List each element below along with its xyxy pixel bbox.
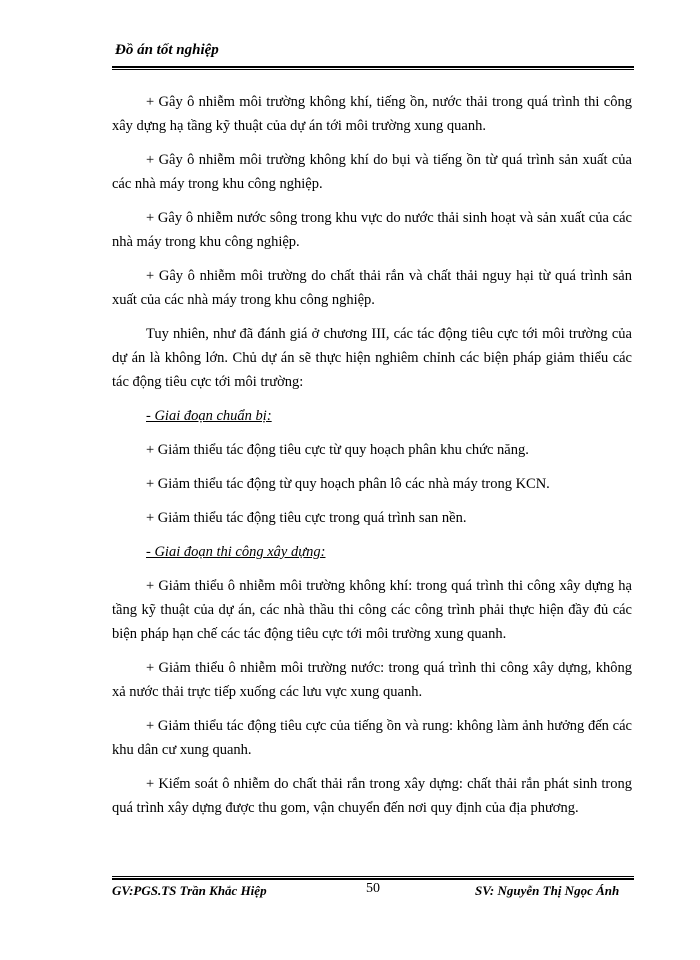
footer-rule <box>112 878 634 880</box>
footer-advisor: GV:PGS.TS Trần Khắc Hiệp <box>112 883 267 898</box>
list-item: + Giảm thiểu ô nhiễm môi trường không khí: trong quá trình thi công xây dựng hạ tầng kỹ thuật của dự án, các nhà thầu thi công các công trình phải thực hiện đầy đủ các biện pháp hạn chế các tác động tiêu cực tới môi trường xung quanh. <box>112 578 632 642</box>
footer-student: SV: Nguyễn Thị Ngọc Ánh <box>475 883 620 898</box>
paragraph: + Gây ô nhiễm môi trường không khí do bụi và tiếng ồn từ quá trình sản xuất của các nhà máy trong khu công nghiệp. <box>112 152 632 192</box>
paragraph: + Gây ô nhiễm môi trường do chất thải rắn và chất thải nguy hại từ quá trình sản xuất của các nhà máy trong khu công nghiệp. <box>112 268 632 308</box>
list-item: + Giảm thiểu tác động tiêu cực trong quá trình san nền. <box>146 510 467 526</box>
paragraph: Tuy nhiên, như đã đánh giá ở chương III, các tác động tiêu cực tới môi trường của dự án là không lớn. Chủ dự án sẽ thực hiện nghiêm chỉnh các biện pháp giảm thiểu các tác động tiêu cực tới môi trường: <box>112 326 632 390</box>
page-body <box>112 90 632 830</box>
list-item: + Giảm thiểu tác động tiêu cực của tiếng ồn và rung: không làm ảnh hưởng đến các khu dân cư xung quanh. <box>112 718 632 758</box>
list-item: + Giảm thiểu tác động từ quy hoạch phân lô các nhà máy trong KCN. <box>146 476 550 492</box>
list-item: + Giảm thiểu tác động tiêu cực từ quy hoạch phân khu chức năng. <box>146 442 529 458</box>
list-item: + Kiểm soát ô nhiễm do chất thải rắn trong xây dựng: chất thải rắn phát sinh trong quá trình xây dựng được thu gom, vận chuyển đến nơi quy định của địa phương. <box>112 776 632 816</box>
header-rule <box>112 66 634 68</box>
section-heading-construction: - Giai đoạn thi công xây dựng: <box>146 544 326 560</box>
document-header-title: Đồ án tốt nghiệp <box>115 42 219 58</box>
header-rule-thin <box>112 69 634 70</box>
section-heading-preparation: - Giai đoạn chuẩn bị: <box>146 408 272 424</box>
paragraph: + Gây ô nhiễm môi trường không khí, tiếng ồn, nước thải trong quá trình thi công xây dựng hạ tầng kỹ thuật của dự án tới môi trường xung quanh. <box>112 94 632 134</box>
paragraph: + Gây ô nhiễm nước sông trong khu vực do nước thải sinh hoạt và sản xuất của các nhà máy trong khu công nghiệp. <box>112 210 632 250</box>
page-number: 50 <box>366 881 380 896</box>
list-item: + Giảm thiểu ô nhiễm môi trường nước: trong quá trình thi công xây dựng, không xả nước thải trực tiếp xuống các lưu vực xung quanh. <box>112 660 632 700</box>
footer-rule-thin <box>112 876 634 877</box>
